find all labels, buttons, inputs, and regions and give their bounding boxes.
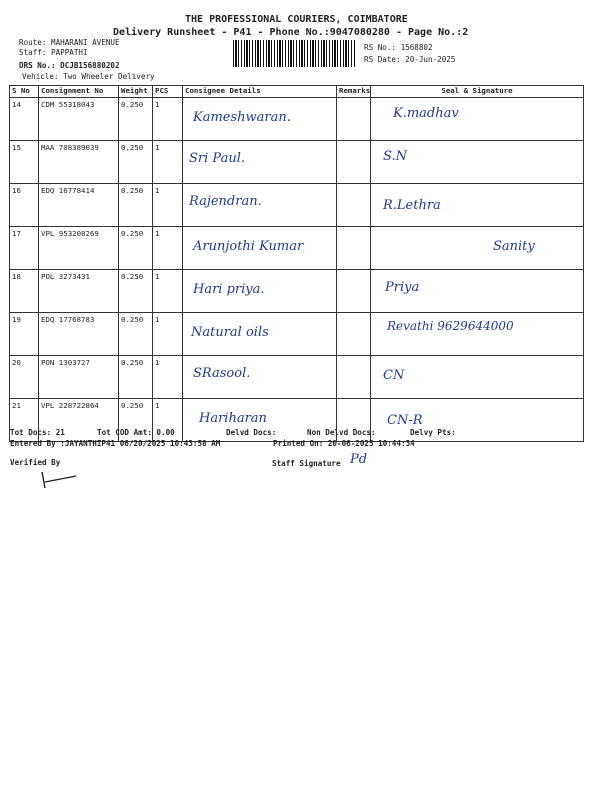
non-delivered-docs: Non Delvd Docs: (307, 428, 376, 437)
drs-number: DRS No.: DCJB156880202 (19, 61, 120, 70)
consignee-handwriting: SRasool. (193, 366, 251, 381)
pcs-cell: 1 (153, 98, 183, 141)
weight-cell: 0.250 (119, 356, 153, 399)
sno-cell: 15 (10, 141, 39, 184)
pcs-cell: 1 (153, 141, 183, 184)
consignee-handwriting: Kameshwaran. (193, 110, 291, 125)
consignee-cell (183, 270, 337, 313)
printed-on: Printed On: 20-06-2025 10:44:34 (273, 439, 415, 448)
consignment-cell: EDQ 16778414 (39, 184, 119, 227)
table-row (10, 184, 584, 227)
sno-cell: 21 (10, 399, 39, 442)
signature-cell (371, 313, 584, 356)
table-row (10, 270, 584, 313)
weight-cell: 0.250 (119, 98, 153, 141)
signature-cell (371, 184, 584, 227)
pcs-cell: 1 (153, 399, 183, 442)
pcs-cell: 1 (153, 313, 183, 356)
consignment-cell: MAA 708389039 (39, 141, 119, 184)
remarks-cell (337, 227, 371, 270)
consignment-cell: PON 1303727 (39, 356, 119, 399)
consignee-handwriting: Natural oils (191, 325, 269, 340)
weight-cell: 0.250 (119, 313, 153, 356)
signature-cell (371, 141, 584, 184)
pcs-cell: 1 (153, 356, 183, 399)
sno-cell: 19 (10, 313, 39, 356)
consignee-handwriting: Hariharan (199, 411, 267, 426)
pcs-cell: 1 (153, 270, 183, 313)
route-label: Route: MAHARANI AVENUE (19, 38, 120, 47)
staff-signature-handwriting: Pd (350, 452, 368, 467)
col-consignment: Consignment No (39, 86, 119, 98)
table-row (10, 98, 584, 141)
weight-cell: 0.250 (119, 227, 153, 270)
remarks-cell (337, 184, 371, 227)
table-row (10, 399, 584, 442)
col-pcs: PCS (153, 86, 183, 98)
consignment-cell: CDM 55318043 (39, 98, 119, 141)
col-remarks: Remarks (337, 86, 371, 98)
verifier-signature-mark (36, 470, 82, 492)
signature-handwriting: S.N (383, 149, 407, 164)
sno-cell: 14 (10, 98, 39, 141)
col-consignee: Consignee Details (183, 86, 337, 98)
weight-cell: 0.250 (119, 399, 153, 442)
remarks-cell (337, 98, 371, 141)
verified-by-label: Verified By (10, 458, 61, 467)
runsheet-table (9, 85, 584, 442)
consignment-cell: VPL 228722864 (39, 399, 119, 442)
pcs-cell: 1 (153, 227, 183, 270)
col-sno: S No (10, 86, 39, 98)
weight-cell: 0.250 (119, 184, 153, 227)
remarks-cell (337, 356, 371, 399)
signature-handwriting: Revathi 9629644000 (387, 319, 514, 333)
signature-cell (371, 270, 584, 313)
signature-handwriting: CN-R (387, 413, 423, 428)
rs-number: RS No.: 1568802 (364, 43, 433, 52)
total-docs: Tot Docs: 21 (10, 428, 65, 437)
delivered-docs: Delvd Docs: (226, 428, 277, 437)
consignee-handwriting: Rajendran. (189, 194, 262, 209)
signature-handwriting: CN (383, 368, 405, 383)
consignee-cell (183, 356, 337, 399)
table-row (10, 227, 584, 270)
rs-date: RS Date: 20-Jun-2025 (364, 55, 456, 64)
signature-cell (371, 227, 584, 270)
signature-handwriting: R.Lethra (383, 198, 441, 213)
signature-cell (371, 399, 584, 442)
consignment-cell: POL 3273431 (39, 270, 119, 313)
col-signature: Seal & Signature (371, 86, 584, 98)
staff-signature-label: Staff Signature (272, 459, 341, 468)
table-row (10, 141, 584, 184)
sno-cell: 18 (10, 270, 39, 313)
company-title: THE PROFESSIONAL COURIERS, COIMBATORE (185, 14, 408, 25)
sno-cell: 16 (10, 184, 39, 227)
runsheet-subtitle: Delivery Runsheet - P41 - Phone No.:9047080280 - Page No.:2 (113, 27, 469, 38)
table-row (10, 313, 584, 356)
vehicle-label: Vehicle: Two Wheeler Delivery (22, 72, 155, 81)
table-row (10, 356, 584, 399)
sno-cell: 20 (10, 356, 39, 399)
consignee-cell (183, 141, 337, 184)
signature-handwriting: Sanity (493, 239, 535, 254)
consignee-cell (183, 313, 337, 356)
sno-cell: 17 (10, 227, 39, 270)
signature-handwriting: K.madhav (393, 106, 459, 121)
staff-label: Staff: PAPPATHI (19, 48, 88, 57)
remarks-cell (337, 270, 371, 313)
remarks-cell (337, 141, 371, 184)
weight-cell: 0.250 (119, 141, 153, 184)
table-header-row (10, 86, 584, 98)
signature-cell (371, 98, 584, 141)
consignee-cell (183, 227, 337, 270)
delivery-points: Delvy Pts: (410, 428, 456, 437)
consignee-handwriting: Sri Paul. (189, 151, 245, 166)
consignee-cell (183, 184, 337, 227)
weight-cell: 0.250 (119, 270, 153, 313)
consignee-cell (183, 98, 337, 141)
total-cod: Tot COD Amt: 0.00 (97, 428, 175, 437)
pcs-cell: 1 (153, 184, 183, 227)
remarks-cell (337, 313, 371, 356)
signature-handwriting: Priya (385, 280, 420, 295)
col-weight: Weight (119, 86, 153, 98)
consignment-cell: VPL 953208269 (39, 227, 119, 270)
consignment-cell: EDQ 17768783 (39, 313, 119, 356)
consignee-handwriting: Hari priya. (193, 282, 265, 297)
consignee-handwriting: Arunjothi Kumar (193, 239, 304, 254)
barcode (233, 40, 356, 67)
signature-cell (371, 356, 584, 399)
entered-by: Entered By :JAYANTHIP41 06/20/2025 10:43:58 AM (10, 439, 221, 448)
